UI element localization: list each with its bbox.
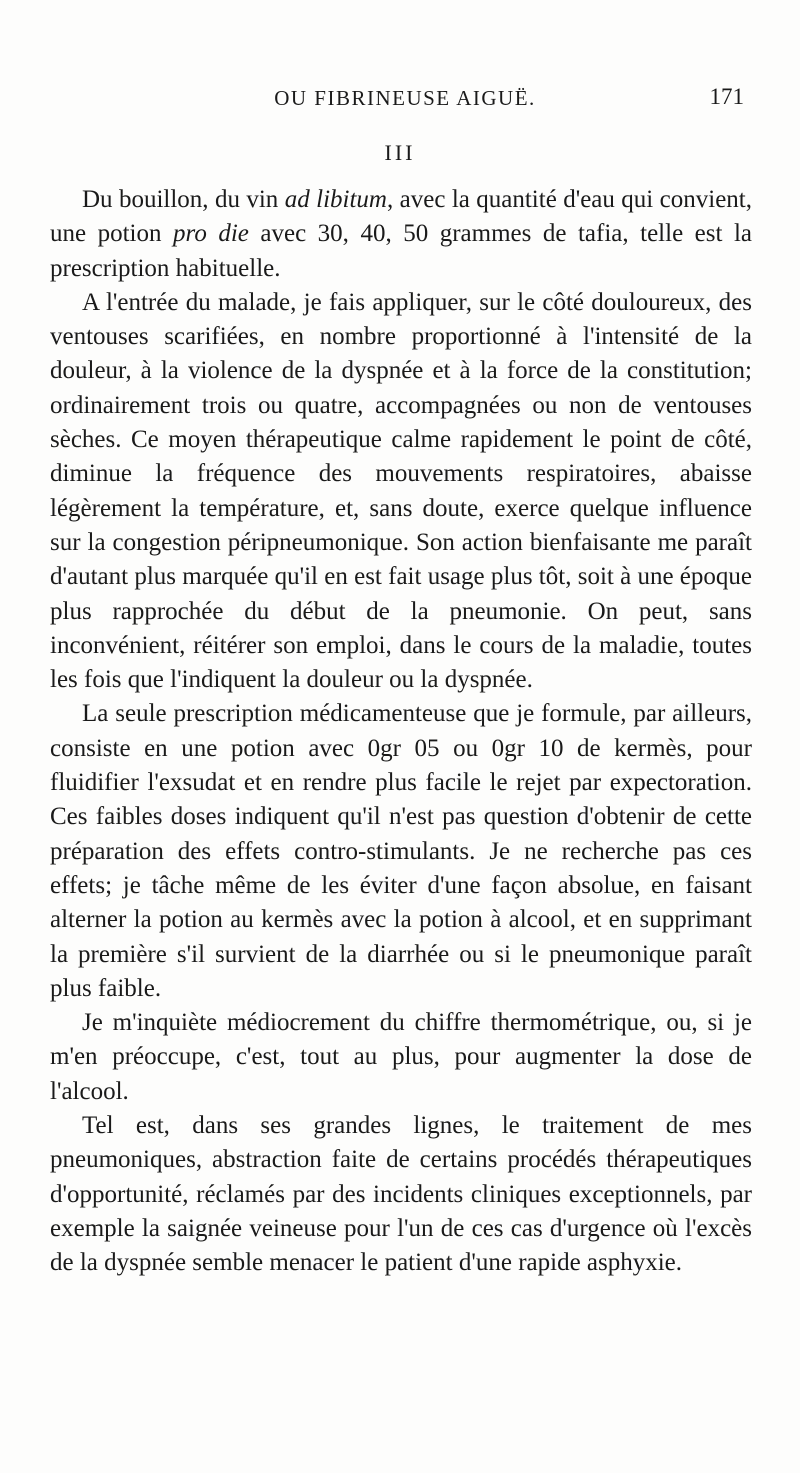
paragraph-1-text-c: avec 30, 40, 50 grammes de tafia, telle est la prescription habituelle. xyxy=(50,220,752,282)
paragraph-1-italic-a: ad libitum xyxy=(284,186,387,213)
paragraph-1-italic-b: pro die xyxy=(173,220,249,248)
paragraph-1-text-a: Du bouillon, du vin xyxy=(82,186,285,213)
page-number: 171 xyxy=(709,84,744,109)
paragraph-5: Tel est, dans ses grandes lignes, le traitement de mes pneumoniques, abstraction faite de certains procédés thérapeutiques d'opportunité, réclamés par des incidents cliniques exceptionnels, par exemple la saignée veineuse pour l'un de ces cas d'urgence où l'excès de la dyspnée semble menacer le patient d'une rapide asphyxie. xyxy=(50,1112,752,1277)
paragraph-1-text-b: , avec la quantité d'eau qui convient, une potion xyxy=(50,186,752,248)
running-title: OU FIBRINEUSE AIGUË. xyxy=(274,86,536,110)
running-head xyxy=(60,84,750,118)
paragraph-2: A l'entrée du malade, je fais appliquer, sur le côté douloureux, des ventouses scarifiées, en nombre proportionné à l'intensité de la douleur, à la violence de la dyspnée et à la force de la constitution; ordinairement trois ou quatre, accompagnées ou non de ventouses sèches. Ce moyen thérapeutique calme rapidement le point de côté, diminue la fréquence des mouvements respiratoires, abaisse légèrement la température, et, sans doute, exerce quelque influence sur la congestion péripneumonique. Son action bienfaisante me paraît d'autant plus marquée qu'il en est fait usage plus tôt, soit à une époque plus rapprochée du début de la pneumonie. On peut, sans inconvénient, réitérer son emploi, dans le cours de la maladie, toutes les fois que l'indiquent la douleur ou la dyspnée. xyxy=(50,288,752,694)
section-heading: III xyxy=(384,140,416,165)
paragraph-1 xyxy=(50,183,752,286)
paragraph-4: Je m'inquiète médiocrement du chiffre thermométrique, ou, si je m'en préoccupe, c'est, tout au plus, pour augmenter la dose de l'alcool. xyxy=(50,1009,752,1105)
body-text xyxy=(50,183,752,1281)
paragraph-3: La seule prescription médicamenteuse que je formule, par ailleurs, consiste en une potion avec 0gr 05 ou 0gr 10 de kermès, pour fluidifier l'exsudat et en rendre plus facile le rejet par expectoration. Ces faibles doses indiquent qu'il n'est pas question d'obtenir de cette préparation des effets contro-stimulants. Je ne recherche pas ces effets; je tâche même de les éviter d'une façon absolue, en faisant alterner la potion au kermès avec la potion à alcool, et en supprimant la première s'il survient de la diarrhée ou si le pneumonique paraît plus faible. xyxy=(50,700,752,1002)
